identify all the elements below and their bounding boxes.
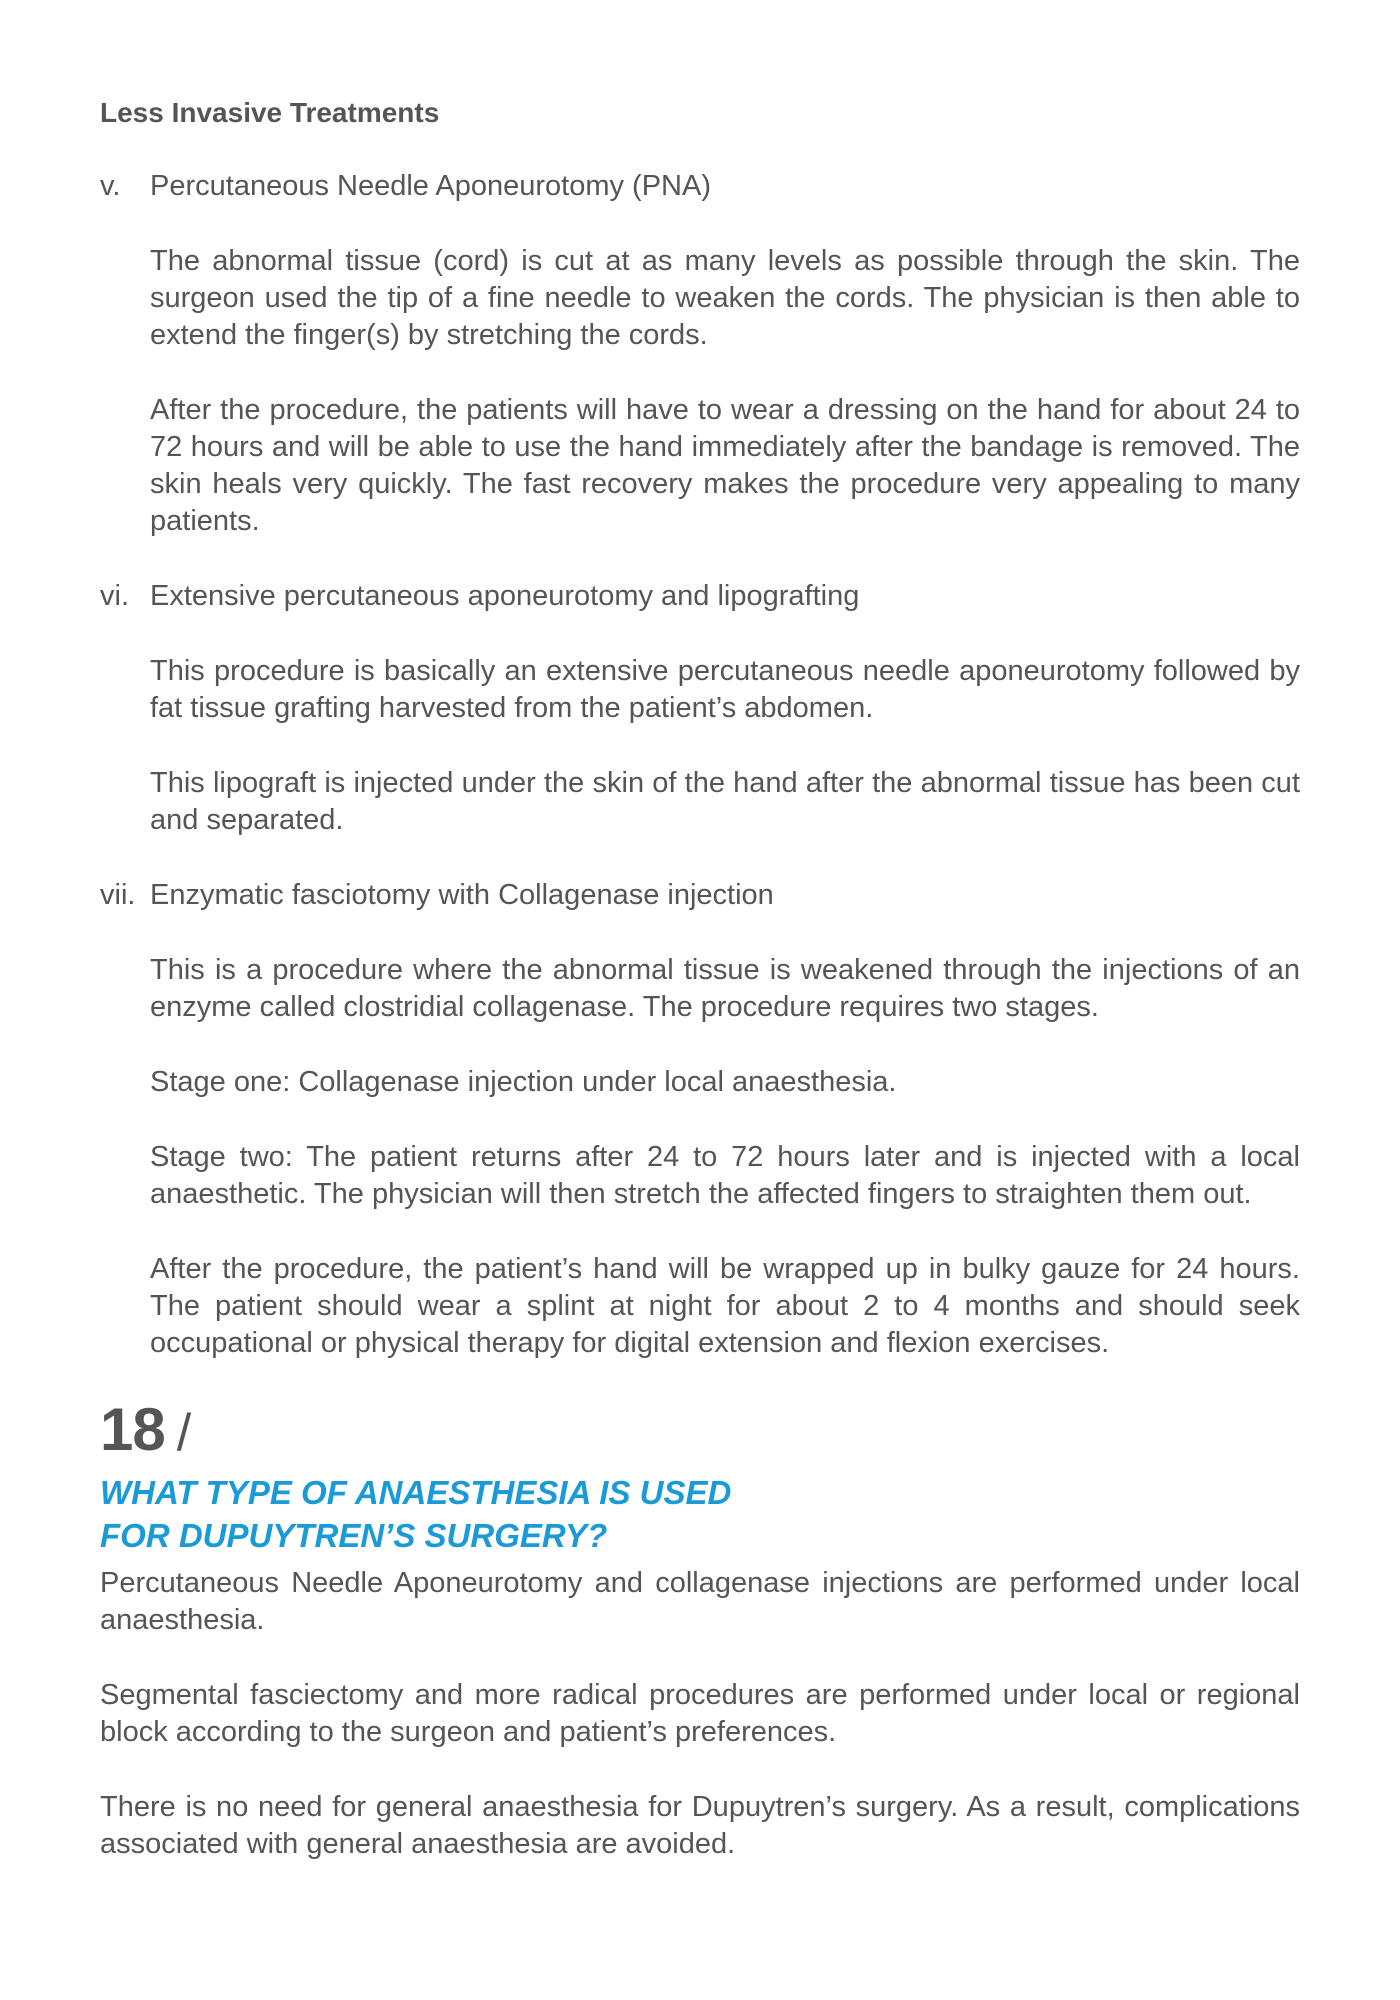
answer-body [100,1565,1300,1863]
item-title-text: Percutaneous Needle Aponeurotomy (PNA) [150,170,711,202]
paragraph: This lipograft is injected under the skin of the hand after the abnormal tissue has been cut and separated. [150,767,1300,836]
document-page [100,96,1300,1901]
answer-paragraph: Segmental fasciectomy and more radical procedures are performed under local or regional block according to the surgeon and patient’s preferences. [100,1679,1300,1748]
item-title-text: Enzymatic fasciotomy with Collagenase injection [150,879,774,911]
question-title [100,1471,1300,1557]
treatment-item-vi [100,578,1300,839]
item-number: vi. [100,580,129,612]
item-number: v. [100,170,121,202]
item-title [100,578,1300,615]
treatment-item-v [100,168,1300,540]
treatment-list [100,168,1300,1362]
question-number-row [100,1396,1300,1463]
question-title-line: FOR DUPUYTREN’S SURGERY? [100,1517,608,1554]
item-title-text: Extensive percutaneous aponeurotomy and lipografting [150,580,860,612]
item-title [100,168,1300,205]
paragraph: The abnormal tissue (cord) is cut at as many levels as possible through the skin. The surgeon used the tip of a fine needle to weaken the cords. The physician is then able to extend the finger(s) by stretching the cords. [150,245,1300,351]
paragraph: After the procedure, the patients will have to wear a dressing on the hand for about 24 to 72 hours and will be able to use the hand immediately after the bandage is removed. The skin heals very quickly. The fast recovery makes the procedure very appealing to many patients. [150,394,1300,537]
question-block [100,1396,1300,1863]
treatment-item-vii [100,877,1300,1362]
answer-paragraph: There is no need for general anaesthesia for Dupuytren’s surgery. As a result, complications associated with general anaesthesia are avoided. [100,1791,1300,1860]
question-number: 18 [100,1396,165,1463]
paragraph: Stage one: Collagenase injection under local anaesthesia. [150,1066,897,1098]
paragraph: This procedure is basically an extensive percutaneous needle aponeurotomy followed by fat tissue grafting harvested from the patient’s abdomen. [150,655,1300,724]
item-number: vii. [100,879,136,911]
paragraph: After the procedure, the patient’s hand will be wrapped up in bulky gauze for 24 hours. The patient should wear a splint at night for about 2 to 4 months and should seek occupational or physical therapy for digital extension and flexion exercises. [150,1253,1300,1359]
item-title [100,877,1300,914]
paragraph: Stage two: The patient returns after 24 to 72 hours later and is injected with a local anaesthetic. The physician will then stretch the affected fingers to straighten them out. [150,1141,1300,1210]
paragraph: This is a procedure where the abnormal tissue is weakened through the injections of an enzyme called clostridial collagenase. The procedure requires two stages. [150,954,1300,1023]
answer-paragraph: Percutaneous Needle Aponeurotomy and collagenase injections are performed under local anaesthesia. [100,1567,1300,1636]
section-heading: Less Invasive Treatments [100,97,440,128]
question-title-line: WHAT TYPE OF ANAESTHESIA IS USED [100,1474,732,1511]
question-slash: / [176,1404,192,1462]
